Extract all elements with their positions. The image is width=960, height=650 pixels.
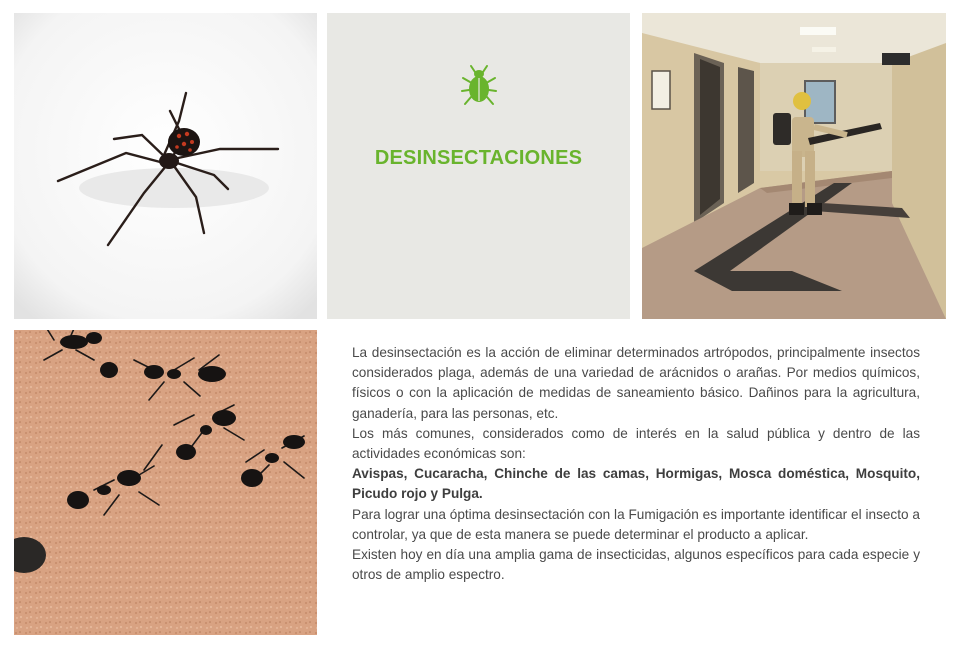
intro-paragraph: La desinsectación es la acción de eliminar determinados artrópodos, principalmente insectos considerados plaga, además de una variedad de arácnidos o arañas. Por medios químicos, físicos o con la aplicación de medidas de saneamiento básico. Dañinos para la agricultura, ganadería, para las personas, etc. bbox=[352, 345, 920, 421]
bug-icon bbox=[461, 63, 497, 107]
fumigation-paragraph: Para lograr una óptima desinsectación con la Fumigación es importante identificar el insecto a controlar, ya que de esta manera se puede determinar el producto a aplicar. bbox=[352, 506, 920, 542]
description-text bbox=[352, 343, 920, 585]
insecticides-paragraph: Existen hoy en día una amplia gama de insecticidas, algunos específicos para cada especie y otros de amplio espectro. bbox=[352, 547, 920, 583]
pest-list: Avispas, Cucaracha, Chinche de las camas, Hormigas, Mosca doméstica, Mosquito, Picudo rojo y Pulga. bbox=[352, 466, 920, 502]
page-title: DESINSECTACIONES bbox=[374, 147, 583, 169]
common-pests-intro: Los más comunes, considerados como de interés en la salud pública y dentro de las actividades económicas son: bbox=[352, 425, 920, 462]
title-panel bbox=[327, 13, 630, 319]
ants-photo bbox=[14, 330, 317, 635]
fumigation-worker-photo bbox=[642, 13, 946, 319]
spider-photo bbox=[14, 13, 317, 319]
